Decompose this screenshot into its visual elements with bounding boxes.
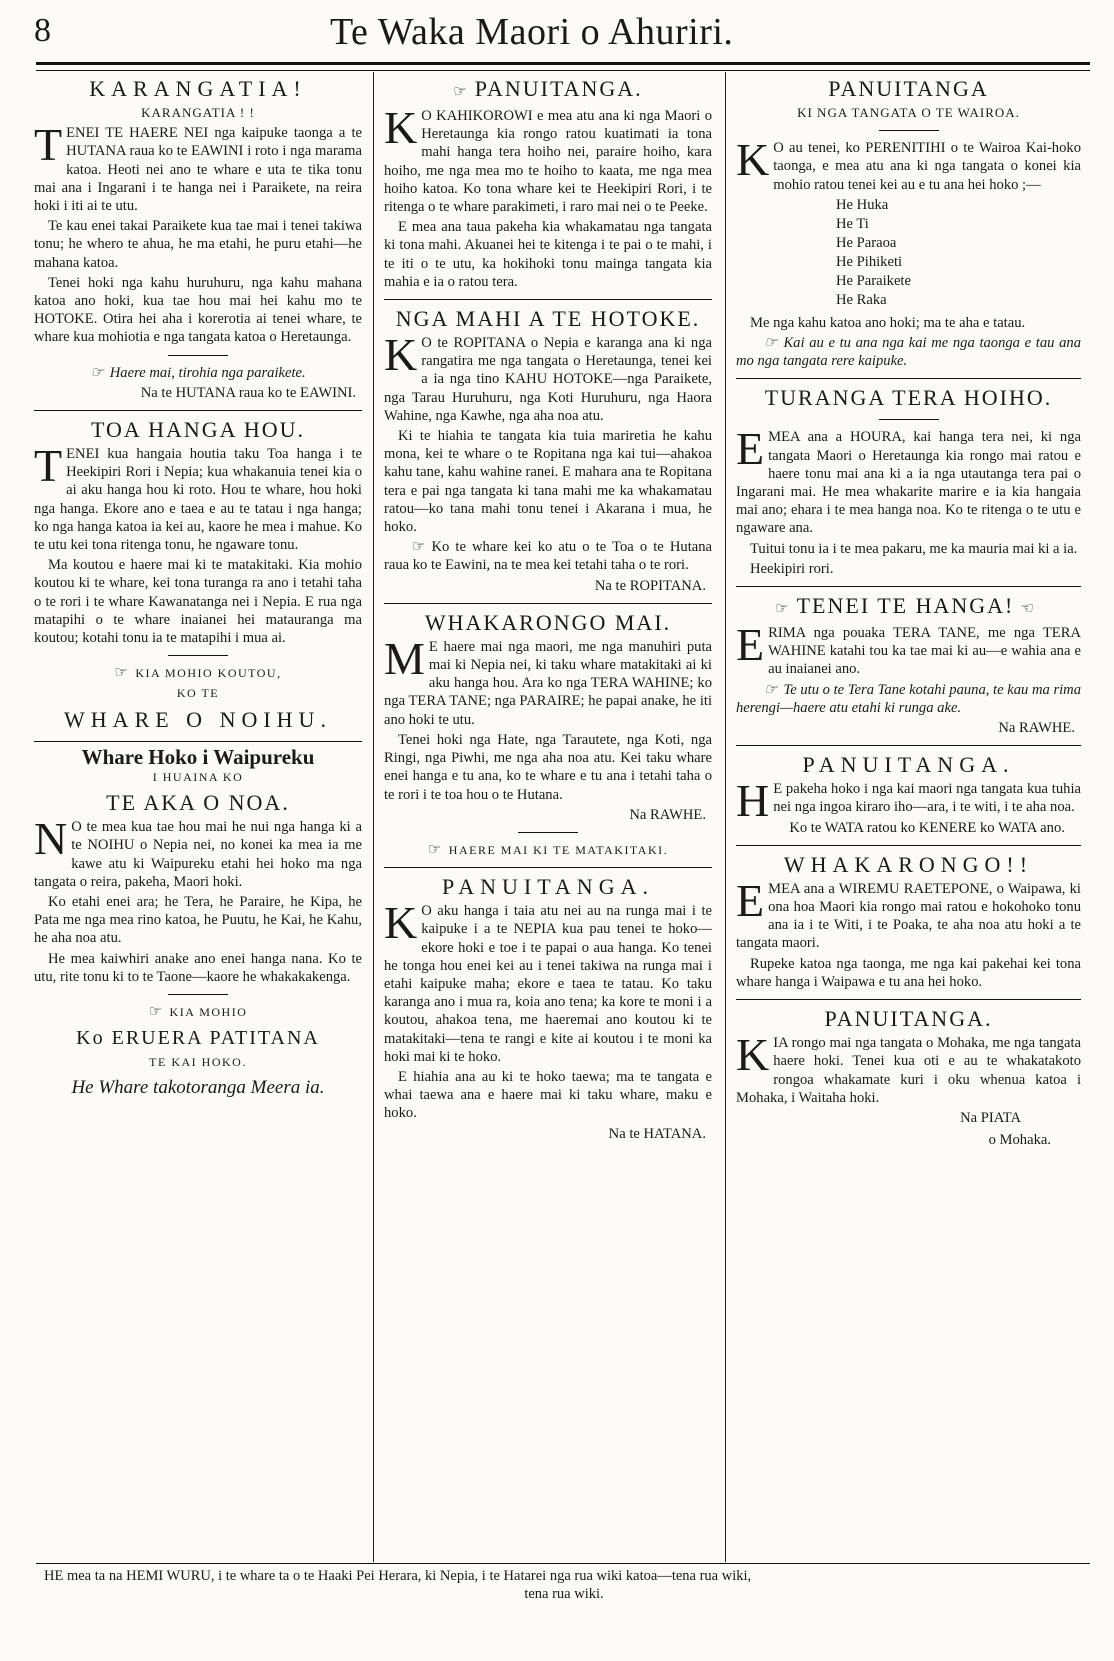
ad-heading: WHAKARONGO MAI. [424,609,672,635]
pointing-hand-icon: ☞ [412,539,426,556]
ad-paragraph: O aku hanga i taia atu nei au na runga mai i te kaipuke i a te NEPIA kua pau tenei te hoko—ekore hoki e toe i te papai o aua hanga. Ko tenei he tonga hou enei kei au i tenei takiwa na runga mai i etahi kaipuke maha; ekore e taea te tatau. Ko taku karanga ano i mua ra, koia ano tena; ka kore te moni i a koutou, ahakoa tena, me haeremai ano koutou ki te matakitaki—tena te rangi e kite ai koutou i te moni ka hoki mai ki te hoko. [384,903,712,1065]
drop-cap: K [384,329,418,381]
section-rule [736,845,1081,846]
section-rule [736,999,1081,1000]
ad-paragraph: E haere mai nga maori, me nga manuhiri puta mai ki Nepia nei, ki taku whare matakitaki ai ki aku hanga hou. Ara ko nga TERA WAHINE; ko nga TERA TANE; nga PARAIRE; he papai anake, he iti ano hoki te utu. [384,638,712,728]
list-item: He Paraoa [836,234,897,251]
column-3 [736,72,1081,1562]
ad-paragraph: Ko te whare kei ko atu o te Toa o te Hutana raua ko te Eawini, na te mea kei tetahi taha o te rori. [384,539,712,574]
ad-whakarongo-mai [384,610,712,859]
ad-paragraph: O au tenei, ko PERENITIHI o te Wairoa Kai-hoko taonga, e mea atu ana ki nga tangata o konei kia mohio ratou tenei kei au e tu ana hei hoko ;— [773,140,1081,193]
ad-signoff: Na PIATA [960,1109,1021,1126]
pointing-hand-icon: ☞ [775,601,791,618]
newspaper-title: Te Waka Maori o Ahuriri. [330,11,734,53]
ad-notice: Haere mai, tirohia nga paraikete. [109,364,306,381]
short-rule [518,832,578,833]
ad-panuitanga-wata [736,752,1081,837]
pointing-hand-icon: ☜ [1020,601,1036,618]
ad-paragraph: ENEI kua hangaia houtia taku Toa hanga i te Heekipiri Rori i Nepia; kua whakanuia tenei kia o ai aku hanga hou ki roto. Hou te whare, hou hoki nga hanga. Ekore ano e taea e au te tatau i nga hanga; ko nga hanga katoa ia kei au, kaore he mea i mahue. Ko te utu kei tona ritenga tonu, he ngaware tonu. [34,446,362,554]
pointing-hand-icon: ☞ [764,681,778,698]
footer-rule [36,1563,1090,1564]
drop-cap: K [736,1029,770,1081]
ad-subheading: KI NGA TANGATA O TE WAIROA. [797,105,1020,120]
ad-paragraph: RIMA nga pouaka TERA TANE, me nga TERA WAHINE katahi tou ka tae mai ki au—e wahia ana e au inaianei ano. [768,625,1081,678]
ad-paragraph: Tenei hoki nga Hate, nga Tarautete, nga Koti, nga Ringi, nga Piwhi, me nga aha noa atu. Kei taku whare enei hanga e tu ana, ko te whare e tu ana i tetahi taha o te rori i te toa hou o te Hutana. [384,731,712,803]
section-rule [384,867,712,868]
ad-paragraph: ENEI TE HAERE NEI nga kaipuke taonga a te HUTANA raua ko te EAWINI i roto i nga marama katoa. Heoti nei ano te whare e uta te tika tonu mai ana i Ingarani i te hanga nei i Paraikete, na reira hoki i iti ai te utu. [34,125,362,215]
imprint-line: tena rua wiki. [524,1586,604,1602]
short-rule [879,419,939,420]
ad-paragraph: Tuitui tonu ia i te mea pakaru, me ka mauria mai ki a ia. [750,540,1078,557]
pointing-hand-icon: ☞ [114,665,130,682]
ad-heading: NGA MAHI A TE HOTOKE. [395,306,701,332]
ad-paragraph: Heekipiri rori. [750,560,834,577]
pointing-hand-icon: ☞ [764,335,778,352]
ad-paragraph: E hiahia ana au ki te hoko taewa; ma te tangata e whai taewa ana e haere mai ki taku whare, maku e hoko. [384,1068,712,1122]
section-rule [384,603,712,604]
ad-karangatia [34,76,362,402]
ad-signoff: Ko te WATA ratou ko KENERE ko WATA ano. [789,819,1065,836]
pointing-hand-icon: ☞ [90,364,104,381]
ad-paragraph: Me nga kahu katoa ano hoki; ma te aha e tatau. [750,314,1026,331]
ad-paragraph: Ma koutou e haere mai ki te matakitaki. Kia mohio koutou ki te whare, kei tona turanga ra ano i tetahi taha o te rori i te whare Kawanatanga nei i Nepia. E rua nga matapihi o te whare inaianei hei matauranga ma koutou; kotahi tonu ia te matapihi i mua ai. [34,557,362,647]
goods-list [836,196,1081,310]
ad-tagline: He Whare takotoranga Meera ia. [71,1077,325,1099]
short-rule [168,355,228,356]
ad-panuitanga-kahikorowi [384,76,712,291]
section-rule [736,586,1081,587]
column-2 [384,72,712,1562]
section-rule [34,741,362,742]
ad-paragraph: Rupeke katoa nga taonga, me nga kai pakehai kei tona whare hanga i Waipawa e tu ana hei hoko. [736,955,1081,990]
ad-panuitanga-wairoa [736,76,1081,370]
ad-signoff: Na RAWHE. [998,720,1075,737]
printer-imprint [44,1567,1084,1603]
drop-cap: H [736,775,770,827]
ad-heading: PANUITANGA. [802,752,1015,778]
drop-cap: K [384,102,418,153]
drop-cap: E [736,874,765,926]
drop-cap: E [736,423,765,475]
ad-signoff: o Mohaka. [988,1132,1051,1149]
list-item: He Pihiketi [836,253,903,270]
pointing-hand-icon: ☞ [453,84,469,100]
ad-turanga-tera-hoiho [736,385,1081,578]
column-1 [34,72,362,1562]
ad-notice: KIA MOHIO [169,1004,248,1019]
ad-panuitanga-piata [736,1006,1081,1149]
ad-heading: PANUITANGA. [474,76,643,101]
short-rule [879,130,939,131]
short-rule [168,655,228,656]
ad-heading: TENEI TE HANGA! [796,593,1015,619]
ad-subheading: I HUAINA KO [152,769,244,784]
ad-signoff: Na te HUTANA raua ko te EAWINI. [140,384,356,401]
imprint-line: HE mea ta na HEMI WURU, i te whare ta o te Haaki Pei Herara, ki Nepia, i te Hatarei nga rua wiki katoa—tena rua wiki, [44,1568,752,1584]
masthead-rule [36,62,1090,71]
section-rule [736,378,1081,379]
ad-paragraph: MEA ana a HOURA, kai hanga tera nei, ki nga tangata Maori o Heretaunga kia rongo mai ratou e haere tonu mai ana ki a ia nga utautanga tera pai o Ingarani mai. He mea whakarite marire e ia kia hangaia mai ano; ehara i te mea hanga noa. Ko te ritenga o te utu e ngaware ana. [736,429,1081,537]
ad-paragraph: MEA ana a WIREMU RAETEPONE, o Waipawa, ki ona hoa Maori kia rongo mai ratou e hokohoko tonu ana ia i te Witi, i te Poaka, te aha noa atu hoki a te tangata maori. [736,880,1081,952]
drop-cap: N [34,813,68,865]
ad-heading: WHARE O NOIHU. [64,706,332,732]
short-rule [168,994,228,995]
ad-panuitanga-hatana [384,874,712,1143]
ad-signoff: Na te HATANA. [608,1125,706,1142]
list-item: He Raka [836,291,887,308]
drop-cap: T [34,440,63,492]
ad-whare-hoko-waipureku [34,744,362,1099]
ad-notice: HAERE MAI KI TE MATAKITAKI. [448,842,669,857]
ad-whakarongo-raetepone [736,852,1081,991]
masthead [30,6,1084,58]
section-rule [34,410,362,411]
ad-subheading: TE AKA O NOA. [106,790,290,816]
ad-signoff: Na te ROPITANA. [594,577,706,594]
ad-paragraph: E mea ana taua pakeha kia whakamatau nga tangata ki tona mahi. Akuanei hei te kitenga i te pai o te mahi, i te iti o te utu, ka hokihoki tonu mainga tangata kia mahia e ia o ratou tera. [384,219,712,290]
drop-cap: K [384,897,418,949]
columns [34,72,1086,1562]
list-item: He Huka [836,196,889,213]
section-rule [384,299,712,300]
ad-nga-mahi-a-te-hotoke [384,306,712,595]
column-divider [373,72,374,1562]
section-rule [736,745,1081,746]
ad-heading: PANUITANGA. [442,874,654,900]
ad-signoff: Ko ERUERA PATITANA [76,1027,320,1050]
ad-paragraph: O te ROPITANA o Nepia e karanga ana ki nga rangatira me nga tangata o Heretaunga, tenei kei a ia nga tino KAHU HOTOKE—nga Paraikete, nga Tarau Huruhuru, nga Koti Huruhuru, nga Haora Wahine, nga Kawhe, nga aha noa atu. [384,335,712,424]
ad-heading: PANUITANGA. [824,1006,993,1032]
ad-subheading: KO TE [176,686,220,701]
column-divider [725,72,726,1562]
ad-paragraph: O te mea kua tae hou mai he nui nga hanga ki a te NOIHU o Nepia nei, no konei ka mea ia me kawe atu ki Waipureku etahi hei hoko ma nga tangata o reira, pakeha, Maori hoki. [34,819,362,890]
ad-subheading: KARANGATIA ! ! [141,105,255,120]
ad-notice: Kai au e tu ana nga kai me nga taonga e tau ana mo nga tangata rere kaipuke. [736,335,1081,370]
ad-paragraph: O KAHIKOROWI e mea atu ana ki nga Maori o Heretaunga kia rongo ratou kuatimati ia tona mahi hanga tera hoiho nei, paraire hoiho, kara hoiho, me nga mea mo te hoiho to kaata, me nga mea hoiho katoa. Ko tona whare kei te Heekipiri Rori, i te ritenga o te whare parakimeti, i raro mai nei o te Peeke. [384,108,712,216]
drop-cap: T [34,119,63,171]
ad-notice: KIA MOHIO KOUTOU, [135,666,282,681]
list-item: He Paraikete [836,272,911,289]
ad-toa-hanga-hou [34,417,362,647]
pointing-hand-icon: ☞ [148,1003,164,1020]
pointing-hand-icon: ☞ [427,841,443,858]
ad-tenei-te-hanga [736,593,1081,737]
ad-heading: WHAKARONGO!! [783,851,1034,877]
drop-cap: M [384,632,425,684]
ad-paragraph: E pakeha hoko i nga kai maori nga tangata kua tuhia nei nga ingoa kiraro iho—ara, i te witi, i te aha noa. [773,781,1081,816]
list-item: He Ti [836,215,869,232]
drop-cap: K [736,134,770,186]
ad-paragraph: Ko etahi enei ara; he Tera, he Paraire, he Kipa, he Pata me nga mea rino katoa, he Puutu, he Kai, he Kahu, he aha noa atu. [34,893,362,947]
ad-heading: Whare Hoko i Waipureku [81,744,315,769]
ad-paragraph: He mea kaiwhiri anake ano enei hanga nana. Ko te utu, rite tonu ki to te Taone—kaore he whakakakenga. [34,950,362,985]
page-number: 8 [34,12,51,49]
ad-paragraph: Te kau enei takai Paraikete kua tae mai i tenei takiwa tonu; he whero te ahua, he ma etahi, he puru etahi—he mahana katoa. [34,218,362,271]
ad-paragraph: IA rongo mai nga tangata o Mohaka, me nga tangata haere hoki. Tenei kua oti e au te whakatakoto rongoa whakamate kuri i oku whenua katoa i Mohaka, i Waitaha hoki. [736,1035,1081,1106]
ad-paragraph: Tenei hoki nga kahu huruhuru, nga kahu mahana katoa ano hoki, kua tae hou mai hei kahu mo te HOTOKE. Otira hei aha i korerotia ai tenei whare, te whare kua mohiotia e nga tangata katoa o Heretaunga. [34,274,362,346]
ad-signoff: Na RAWHE. [629,806,706,823]
ad-heading: KARANGATIA! [89,76,307,101]
ad-heading: TURANGA TERA HOIHO. [764,385,1053,411]
ad-paragraph: Ki te hiahia te tangata kia tuia mariretia he kahu mona, kei te whare o te Ropitana nga kai tui—ahakoa kahu tane, kahu wahine ranei. E mahara ana te Ropitana tera e pai nga tangata ki tana mahi me ka whakamatau ratou—ko tana mahi tonu tenei i Akarana i mua, he hoko. [384,428,712,536]
ad-heading: TOA HANGA HOU. [91,417,305,443]
drop-cap: E [736,619,765,671]
ad-heading: PANUITANGA [828,76,989,101]
ad-notice: Te utu o te Tera Tane kotahi pauna, te kau ma rima herengi—haere atu etahi ki runga ake. [736,681,1081,716]
ad-whare-o-noihu [34,664,362,732]
ad-signoff-role: TE KAI HOKO. [149,1055,247,1070]
